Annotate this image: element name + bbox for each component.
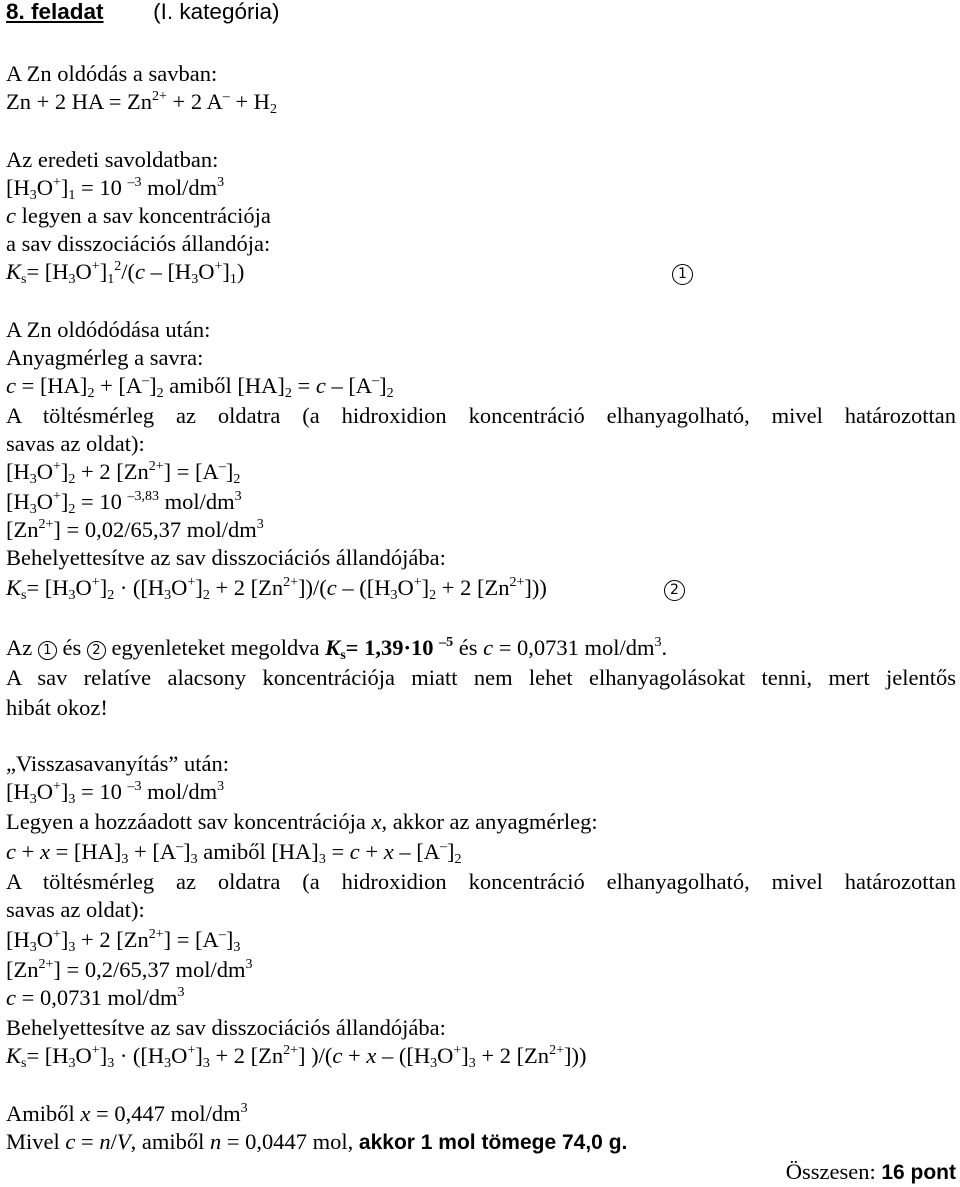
equation-line: c = 0,0731 mol/$dm^3$	[6, 985, 185, 1010]
text-line: „Visszasavanyítás” után:	[6, 751, 229, 776]
text-line: Behelyettesítve az sav disszociációs állandójába:	[6, 1015, 446, 1040]
text-line: Az eredeti savoldatban:	[6, 147, 219, 172]
equation-line: $[H_3O^+]_1 = 10$ $^{-3}$ mol/$dm^3$	[6, 175, 225, 203]
equation-line: $c + x = [HA]_3 + [A^-]_3$ amiből $[HA]_3 = c + x - [A^-]_2$	[6, 839, 462, 867]
circled-two-icon: 2	[664, 574, 685, 602]
circled-one-icon: 1	[38, 641, 57, 660]
equation-line: $K_s= [H_3O^+]_2 \cdot ([H_3O^+]_2 + 2$ $[Zn^{2+}])/(c - ([H_3O^+]_2 + 2$ $[Zn^{2+}]$))	[6, 575, 547, 603]
text-line: Behelyettesítve az sav disszociációs állandójába:	[6, 545, 446, 570]
text-line: A Zn oldódás a savban:	[6, 61, 218, 86]
task-category: (I. kategória)	[153, 0, 280, 24]
equation-line: $[H_3O^+]_3 = 10$ $^{-3}$ mol/$dm^3$	[6, 779, 225, 807]
text-line: A sav relatíve alacsony koncentrációja miatt nem lehet elhanyagolásokat tenni, mert jelentős	[6, 665, 956, 690]
equation-line: $[H_3O^+]_3 + 2$ $[Zn^{2+}] = [A^-]_3$	[6, 927, 241, 955]
text-line: c legyen a sav koncentrációja	[6, 203, 271, 228]
text-line: A Zn oldódódása után:	[6, 317, 211, 342]
text-line: Anyagmérleg a savra:	[6, 345, 204, 370]
text-line: A töltésmérleg az oldatra (a hidroxidion koncentráció elhanyagolható, mivel határozottan	[6, 403, 956, 428]
header	[6, 0, 956, 26]
equation-line: $c = [HA]_2 + [A^-]_2$ amiből $[HA]_2 = c - [A^-]_2$	[6, 373, 394, 401]
equation-line: $K_s= [H_3O^+]_3 \cdot ([H_3O^+]_3 + 2$ $[Zn^{2+}] )/(c + x - ([H_3O^+]_3 + 2$ $[Zn^{2+}]$))	[6, 1043, 587, 1071]
text-line: Legyen a hozzáadott sav koncentrációja x, akkor az anyagmérleg:	[6, 809, 598, 834]
text-line: A töltésmérleg az oldatra (a hidroxidion koncentráció elhanyagolható, mivel határozottan	[6, 869, 956, 894]
text-line: a sav disszociációs állandója:	[6, 231, 271, 256]
equation-line: $K_s= [H_3O^+]_1^2/(c - [H_3O^+]_1)$	[6, 259, 245, 287]
reaction-equation: Zn + 2 HA = $Zn^{2+} + 2$ $A^- + H_2$	[6, 89, 277, 117]
total-score-label: Összesen:	[785, 1159, 882, 1184]
conclusion-line: Mivel c = n/V, amiből n = 0,0447 mol, akkor 1 mol tömege 74,0 g.	[6, 1129, 628, 1154]
text-line: savas az oldat):	[6, 431, 145, 456]
circled-one-icon: 1	[672, 258, 693, 286]
circled-two-icon: 2	[87, 641, 106, 660]
equation-line: $[Zn^{2+}] = 0,2/65,37$ mol/$dm^3$	[6, 957, 253, 982]
text-line: savas az oldat):	[6, 897, 145, 922]
task-title: 8. feladat	[6, 0, 104, 24]
equation-line: $[H_3O^+]_2 = 10$ $^{-3,83}$ mol/$dm^3$	[6, 489, 242, 517]
text-line: hibát okoz!	[6, 695, 108, 720]
equation-line: $[Zn^{2+}] = 0,02/65,37$ mol/$dm^3$	[6, 517, 264, 542]
result-line: Az 1 és 2 egyenleteket megoldva $K_s= 1,39\cdot 10$ $^{-5}$ és c = 0,0731 mol/$dm^3$.	[6, 635, 668, 663]
equation-line: Amiből x = 0,447 mol/$dm^3$	[6, 1101, 248, 1126]
equation-line: $[H_3O^+]_2 + 2$ $[Zn^{2+}] = [A^-]_2$	[6, 459, 241, 487]
total-score	[786, 1158, 956, 1187]
total-score-value: 16 pont	[881, 1161, 956, 1184]
